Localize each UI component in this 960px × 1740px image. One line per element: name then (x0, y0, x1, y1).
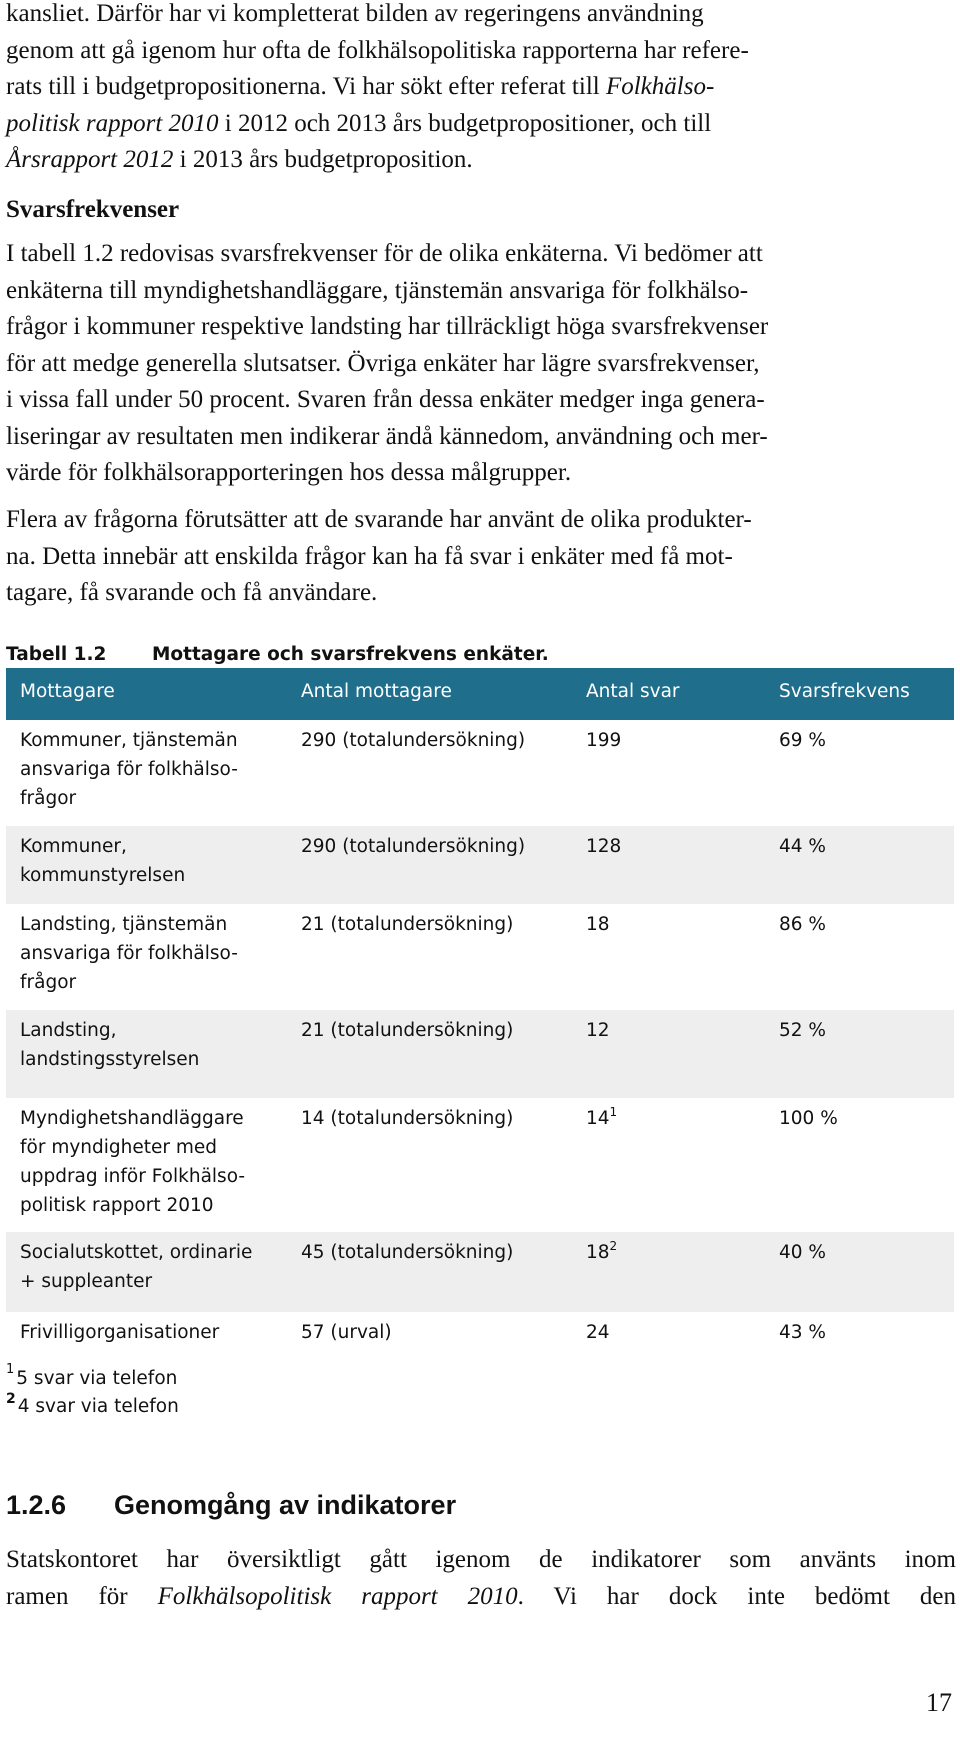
table-row (6, 1312, 954, 1362)
cell-mottagare (20, 1016, 255, 1074)
table-row (6, 1010, 954, 1098)
cell-svarsfrekvens: 43 % (779, 1322, 826, 1343)
column-header-svarsfrekvens: Svarsfrekvens (779, 681, 910, 702)
cell-antal-svar: 199 (586, 730, 622, 751)
table-row (6, 1232, 954, 1312)
table-header (6, 668, 954, 720)
cell-line: för myndigheter med (20, 1137, 218, 1158)
footnote-marker: 1 (6, 1362, 15, 1377)
paragraph-line: Statskontoret har översiktligt gått igenom de indikatorer som använts inom (6, 1546, 956, 1573)
cell-line: Landsting, (20, 1020, 117, 1041)
cell-line: kommunstyrelsen (20, 865, 186, 886)
cell-antal-svar: 12 (586, 1020, 610, 1041)
flera-paragraph (6, 502, 956, 612)
cell-line: Socialutskottet, ordinarie (20, 1242, 253, 1263)
cell-antal-mottagare: 21 (totalundersökning) (301, 914, 514, 935)
cell-svarsfrekvens: 52 % (779, 1020, 826, 1041)
paragraph-line: na. Detta innebär att enskilda frågor kan ha få svar i enkäter med få mot- (6, 542, 733, 570)
cell-value: 18 (586, 1242, 610, 1263)
paragraph-line: Flera av frågorna förutsätter att de svarande har använt de olika produkter- (6, 506, 752, 533)
column-header-antal-mottagare: Antal mottagare (301, 681, 452, 702)
svarsfrekvenser-heading: Svarsfrekvenser (6, 196, 180, 223)
paragraph-line: i vissa fall under 50 procent. Svaren från dessa enkäter medger inga genera- (6, 386, 765, 413)
cell-antal-svar (586, 1104, 617, 1133)
cell-mottagare (20, 1318, 290, 1347)
cell-line: ansvariga för folkhälso- (20, 943, 238, 964)
section-heading (6, 1490, 456, 1521)
cell-antal-svar: 18 (586, 914, 610, 935)
cell-antal-mottagare: 290 (totalundersökning) (301, 730, 526, 751)
cell-line: Landsting, tjänstemän (20, 914, 228, 935)
footnote-text: 5 svar via telefon (16, 1368, 178, 1389)
table-row (6, 1098, 954, 1232)
cell-line: politisk rapport 2010 (20, 1195, 214, 1216)
table-row (6, 826, 954, 904)
cell-antal-svar: 128 (586, 836, 622, 857)
cell-line: uppdrag inför Folkhälso- (20, 1166, 246, 1187)
intro-line: rats till i budgetpropositionerna. Vi har sökt efter referat till Folkhälso- (6, 73, 715, 100)
cell-line: Kommuner, tjänstemän (20, 730, 238, 751)
cell-svarsfrekvens: 44 % (779, 836, 826, 857)
intro-line: Årsrapport 2012 i 2013 års budgetproposition. (6, 146, 473, 173)
cell-antal-mottagare: 45 (totalundersökning) (301, 1242, 514, 1263)
cell-mottagare (20, 1104, 255, 1220)
paragraph-line: tagare, få svarande och få användare. (6, 579, 378, 606)
cell-mottagare (20, 1238, 255, 1296)
cell-mottagare (20, 832, 255, 890)
cell-svarsfrekvens: 69 % (779, 730, 826, 751)
intro-line: genom att gå igenom hur ofta de folkhälsopolitiska rapporterna har refere- (6, 36, 749, 64)
footnote (6, 1362, 178, 1389)
intro-paragraph (6, 0, 956, 179)
intro-line: politisk rapport 2010 i 2012 och 2013 års budgetpropositioner, och till (6, 109, 712, 137)
footnote (6, 1391, 179, 1417)
cell-line: Frivilligorganisationer (20, 1322, 220, 1343)
cell-line: frågor (20, 788, 77, 809)
cell-line: Kommuner, (20, 836, 127, 857)
cell-antal-svar (586, 1238, 617, 1267)
cell-mottagare (20, 726, 255, 813)
cell-svarsfrekvens: 40 % (779, 1242, 826, 1263)
footnote-ref: 2 (609, 1239, 618, 1253)
column-header-mottagare: Mottagare (20, 681, 115, 702)
footnote-ref: 1 (609, 1105, 618, 1119)
paragraph-line: frågor i kommuner respektive landsting har tillräckligt höga svarsfrekvenser (6, 313, 769, 340)
paragraph-line: liseringar av resultaten men indikerar ändå kännedom, användning och mer- (6, 422, 768, 450)
cell-antal-mottagare: 57 (urval) (301, 1322, 392, 1343)
cell-line: landstingsstyrelsen (20, 1049, 200, 1070)
cell-value: 14 (586, 1108, 610, 1129)
cell-antal-svar: 24 (586, 1322, 610, 1343)
cell-line: + suppleanter (20, 1271, 153, 1292)
cell-line: Myndighetshandläggare (20, 1108, 244, 1129)
cell-line: ansvariga för folkhälso- (20, 759, 238, 780)
table-title: Mottagare och svarsfrekvens enkäter. (152, 644, 549, 665)
column-header-antal-svar: Antal svar (586, 681, 680, 702)
paragraph-line: ramen för Folkhälsopolitisk rapport 2010. Vi har dock inte bedömt den (6, 1582, 957, 1610)
cell-antal-mottagare: 290 (totalundersökning) (301, 836, 526, 857)
cell-svarsfrekvens: 86 % (779, 914, 826, 935)
section-title: Genomgång av indikatorer (114, 1490, 457, 1520)
section-number: 1.2.6 (6, 1490, 67, 1520)
footnote-text: 4 svar via telefon (17, 1396, 179, 1417)
table-caption (6, 644, 549, 665)
footnote-marker: 2 (6, 1391, 16, 1407)
intro-line: kansliet. Därför har vi kompletterat bilden av regeringens användning (6, 0, 704, 27)
cell-line: frågor (20, 972, 77, 993)
table-number: Tabell 1.2 (6, 644, 107, 665)
table-row (6, 904, 954, 1010)
cell-antal-mottagare: 21 (totalundersökning) (301, 1020, 514, 1041)
paragraph-line: enkäterna till myndighetshandläggare, tjänstemän ansvariga för folkhälso- (6, 276, 749, 304)
cell-mottagare (20, 910, 255, 997)
paragraph-line: värde för folkhälsorapporteringen hos dessa målgrupper. (6, 459, 572, 486)
cell-antal-mottagare: 14 (totalundersökning) (301, 1108, 514, 1129)
cell-svarsfrekvens: 100 % (779, 1108, 838, 1129)
paragraph-line: för att medge generella slutsatser. Övriga enkäter har lägre svarsfrekvenser, (6, 349, 760, 377)
page-number: 17 (926, 1688, 952, 1717)
svarsfrekvenser-paragraph (6, 236, 956, 492)
paragraph-line: I tabell 1.2 redovisas svarsfrekvenser för de olika enkäterna. Vi bedömer att (6, 240, 763, 267)
section-paragraph (6, 1542, 956, 1615)
table-row (6, 720, 954, 826)
